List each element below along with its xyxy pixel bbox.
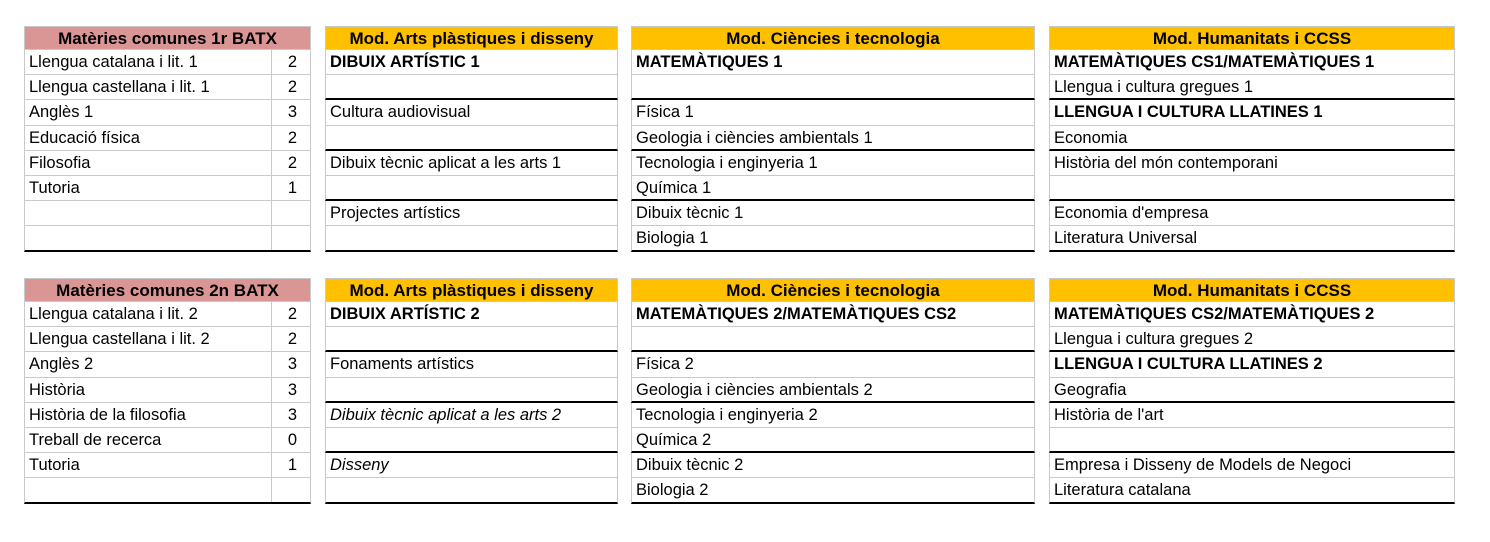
arts-module-2n-table	[325, 278, 618, 504]
subject-name: Projectes artístics	[330, 204, 461, 223]
table-row	[631, 50, 1035, 75]
subject-name: Fonaments artístics	[330, 355, 474, 374]
table-row	[631, 352, 1035, 377]
table-row	[1049, 378, 1455, 403]
subject-hours: 3	[287, 405, 297, 424]
subject-name: Física 2	[636, 355, 694, 374]
table-row	[24, 100, 311, 125]
table-row	[631, 378, 1035, 403]
table-row	[24, 226, 311, 251]
subject-name: Educació física	[29, 128, 140, 147]
subject-name: Història de l'art	[1054, 405, 1164, 424]
table-row	[1049, 75, 1455, 100]
table-row	[325, 226, 618, 251]
humanities-module-1r-table	[1049, 26, 1455, 252]
subject-name: Llengua i cultura gregues 1	[1054, 78, 1254, 97]
table-row	[631, 75, 1035, 100]
sciences-module-1r-table	[631, 26, 1035, 252]
table-row	[1049, 478, 1455, 503]
subject-name: Economia d'empresa	[1054, 204, 1209, 223]
table-row	[1049, 428, 1455, 453]
subject-name: MATEMÀTIQUES 2/MATEMÀTIQUES CS2	[636, 305, 957, 323]
table-row	[325, 75, 618, 100]
subject-name: MATEMÀTIQUES CS1/MATEMÀTIQUES 1	[1054, 53, 1375, 71]
table-row	[24, 478, 311, 503]
table-row	[325, 453, 618, 478]
subject-name: Química 2	[636, 430, 712, 449]
sciences-2n-header: Mod. Ciències i tecnologia	[631, 278, 1035, 302]
table-row	[631, 302, 1035, 327]
table-row	[1049, 176, 1455, 201]
table-row	[1049, 201, 1455, 226]
common-subjects-1r-table	[24, 26, 311, 252]
table-row	[325, 50, 618, 75]
subject-name: Química 1	[636, 178, 712, 197]
table-row	[24, 176, 311, 201]
subject-name: Treball de recerca	[29, 430, 162, 449]
subject-name: Dibuix tècnic 2	[636, 456, 744, 475]
subject-hours: 3	[287, 103, 297, 122]
table-row	[325, 428, 618, 453]
table-row	[325, 201, 618, 226]
subject-name: Llengua castellana i lit. 1	[29, 78, 210, 97]
table-row	[631, 478, 1035, 503]
subject-hours: 2	[287, 78, 297, 97]
subject-name: LLENGUA I CULTURA LLATINES 2	[1054, 355, 1323, 374]
table-row	[1049, 50, 1455, 75]
table-row	[325, 378, 618, 403]
subject-name: Dibuix tècnic 1	[636, 204, 744, 223]
table-row	[325, 352, 618, 377]
subject-name: Biologia 2	[636, 481, 709, 500]
table-row	[631, 226, 1035, 251]
subject-name: Física 1	[636, 103, 694, 122]
subject-name: Literatura Universal	[1054, 229, 1198, 248]
arts-1r-header: Mod. Arts plàstiques i disseny	[325, 26, 618, 50]
common-1r-header: Matèries comunes 1r BATX	[24, 26, 311, 50]
subject-hours: 2	[287, 53, 297, 71]
table-row	[1049, 126, 1455, 151]
subject-hours: 3	[287, 380, 297, 399]
table-row	[1049, 352, 1455, 377]
table-row	[24, 75, 311, 100]
table-row	[24, 428, 311, 453]
table-row	[24, 453, 311, 478]
table-row	[24, 327, 311, 352]
table-row	[325, 403, 618, 428]
subject-name: Història del món contemporani	[1054, 153, 1278, 172]
table-row	[631, 151, 1035, 176]
table-row	[631, 201, 1035, 226]
table-row	[631, 100, 1035, 125]
subject-hours: 2	[287, 153, 297, 172]
subject-name: DIBUIX ARTÍSTIC 1	[330, 53, 480, 71]
subject-name: Tecnologia i enginyeria 1	[636, 153, 818, 172]
subject-name: Empresa i Disseny de Models de Negoci	[1054, 456, 1352, 475]
subject-name: Història de la filosofia	[29, 405, 186, 424]
table-row	[325, 176, 618, 201]
table-row	[325, 302, 618, 327]
table-row	[631, 327, 1035, 352]
subject-name: Llengua i cultura gregues 2	[1054, 330, 1254, 349]
table-row	[24, 201, 311, 226]
table-row	[325, 478, 618, 503]
table-row	[325, 151, 618, 176]
table-row	[24, 352, 311, 377]
subject-hours: 3	[287, 355, 297, 374]
arts-2n-header: Mod. Arts plàstiques i disseny	[325, 278, 618, 302]
subject-name: Economia	[1054, 128, 1128, 147]
table-row	[24, 126, 311, 151]
subject-hours: 0	[287, 430, 297, 449]
table-row	[1049, 226, 1455, 251]
subject-name: Cultura audiovisual	[330, 103, 471, 122]
table-row	[24, 302, 311, 327]
subject-name: Tutoria	[29, 178, 80, 197]
humanities-2n-header: Mod. Humanitats i CCSS	[1049, 278, 1455, 302]
common-subjects-2n-table	[24, 278, 311, 504]
arts-module-1r-table	[325, 26, 618, 252]
table-row	[325, 126, 618, 151]
subject-name: MATEMÀTIQUES CS2/MATEMÀTIQUES 2	[1054, 305, 1375, 323]
subject-name: Anglès 1	[29, 103, 94, 122]
subject-name: Geologia i ciències ambientals 1	[636, 128, 873, 147]
subject-name: Biologia 1	[636, 229, 709, 248]
table-row	[631, 126, 1035, 151]
table-row	[24, 151, 311, 176]
table-row	[1049, 327, 1455, 352]
subject-name: Disseny	[330, 456, 389, 475]
subject-name: Tutoria	[29, 456, 80, 475]
subject-name: Anglès 2	[29, 355, 94, 374]
subject-hours: 1	[287, 456, 297, 475]
humanities-module-2n-table	[1049, 278, 1455, 504]
humanities-1r-header: Mod. Humanitats i CCSS	[1049, 26, 1455, 50]
subject-hours: 1	[287, 178, 297, 197]
subject-name: Llengua castellana i lit. 2	[29, 330, 210, 349]
table-row	[631, 453, 1035, 478]
subject-hours: 2	[287, 330, 297, 349]
common-2n-header: Matèries comunes 2n BATX	[24, 278, 311, 302]
table-row	[24, 378, 311, 403]
table-row	[24, 403, 311, 428]
table-row	[1049, 100, 1455, 125]
subject-name: LLENGUA I CULTURA LLATINES 1	[1054, 103, 1323, 122]
table-row	[1049, 403, 1455, 428]
subject-name: Geografia	[1054, 380, 1127, 399]
sciences-1r-header: Mod. Ciències i tecnologia	[631, 26, 1035, 50]
sciences-module-2n-table	[631, 278, 1035, 504]
subject-name: Literatura catalana	[1054, 481, 1191, 500]
table-row	[325, 100, 618, 125]
subject-name: MATEMÀTIQUES 1	[636, 53, 783, 71]
subject-name: Llengua catalana i lit. 2	[29, 305, 198, 323]
subject-name: Dibuix tècnic aplicat a les arts 1	[330, 153, 562, 172]
subject-name: Tecnologia i enginyeria 2	[636, 405, 818, 424]
subject-hours: 2	[287, 305, 297, 323]
subject-name: Dibuix tècnic aplicat a les arts 2	[330, 405, 562, 424]
table-row	[1049, 151, 1455, 176]
table-row	[1049, 302, 1455, 327]
subject-name: DIBUIX ARTÍSTIC 2	[330, 305, 480, 323]
subject-name: Llengua catalana i lit. 1	[29, 53, 198, 71]
table-row	[24, 50, 311, 75]
table-row	[325, 327, 618, 352]
subject-hours: 2	[287, 128, 297, 147]
subject-name: Geologia i ciències ambientals 2	[636, 380, 873, 399]
subject-name: Filosofia	[29, 153, 91, 172]
table-row	[631, 403, 1035, 428]
table-row	[1049, 453, 1455, 478]
subject-name: Història	[29, 380, 85, 399]
table-row	[631, 176, 1035, 201]
table-row	[631, 428, 1035, 453]
